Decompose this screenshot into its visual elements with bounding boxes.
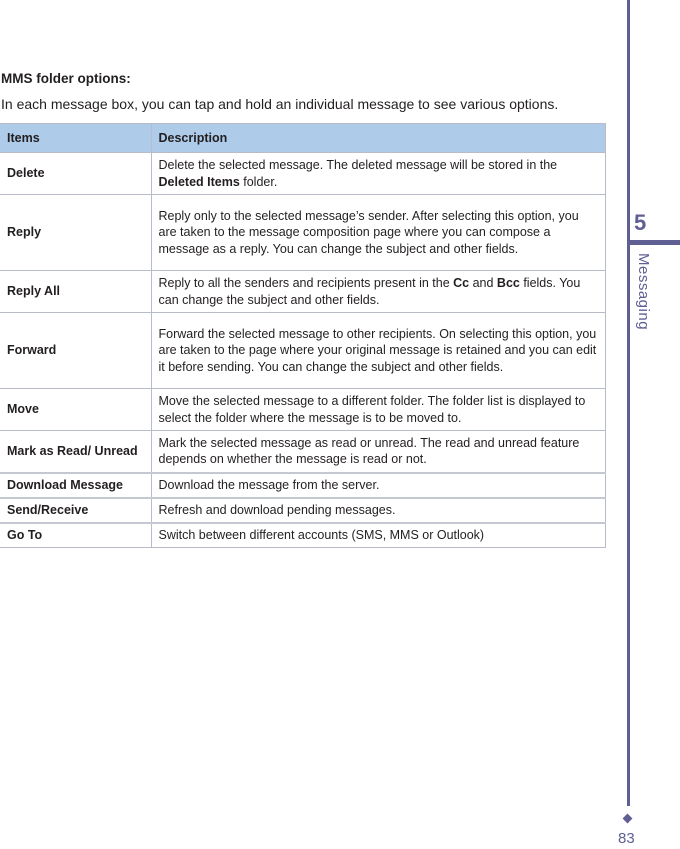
page-number: 83 — [618, 830, 635, 847]
row-item: Reply — [0, 195, 151, 271]
row-item: Forward — [0, 313, 151, 389]
description-text: Mark the selected message as read or unread. The read and unread feature depends on whether the message is read or not. — [158, 435, 580, 467]
description-text: Download the message from the server. — [158, 477, 380, 492]
description-text: and — [469, 276, 497, 290]
chapter-number: 5 — [634, 210, 647, 235]
table-row — [0, 389, 605, 431]
options-table — [0, 123, 606, 548]
description-text: Switch between different accounts (SMS, MMS or Outlook) — [158, 528, 485, 542]
row-description — [151, 473, 605, 498]
table-row — [0, 313, 605, 389]
table-row — [0, 153, 605, 195]
description-text: Forward the selected message to other recipients. On selecting this option, you are taken to the page where your original message is retained and you can edit it before sending. You can change the subject and other fields. — [158, 326, 597, 374]
row-item: Go To — [0, 523, 151, 548]
row-description — [151, 523, 605, 548]
table-header-row — [0, 124, 605, 153]
side-rule — [627, 0, 630, 806]
table-row — [0, 523, 605, 548]
row-item: Move — [0, 389, 151, 431]
row-description — [151, 498, 605, 523]
description-text: Reply only to the selected message’s sender. After selecting this option, you are taken to the message composition page where you can compose a message as a reply. You can change the subject and other fields. — [158, 208, 579, 256]
description-text: Move the selected message to a different folder. The folder list is displayed to select the folder where the message is to be moved to. — [158, 394, 586, 425]
chapter-title: Messaging — [635, 253, 652, 331]
row-description — [151, 271, 605, 313]
row-description — [151, 313, 605, 389]
chapter-tab-bar — [630, 240, 680, 245]
row-item: Download Message — [0, 473, 151, 498]
header-items: Items — [0, 124, 151, 153]
row-description — [151, 195, 605, 271]
table-row — [0, 498, 605, 523]
description-bold-term: Deleted Items — [158, 174, 240, 189]
row-item: Delete — [0, 153, 151, 195]
header-description: Description — [151, 124, 605, 153]
table-row — [0, 271, 605, 313]
section-heading: MMS folder options: — [1, 71, 131, 86]
description-text: Delete the selected message. The deleted message will be stored in the — [158, 158, 558, 172]
intro-text: In each message box, you can tap and hold an individual message to see various options. — [1, 96, 559, 112]
description-text: folder. — [239, 174, 278, 189]
row-description — [151, 389, 605, 431]
description-text: Reply to all the senders and recipients present in the — [158, 276, 454, 290]
description-text: Refresh and download pending messages. — [158, 502, 396, 517]
diamond-icon — [623, 814, 633, 824]
row-description — [151, 153, 605, 195]
description-bold-term: Bcc — [496, 276, 520, 290]
description-text: fields. You can change the subject and other fields. — [158, 276, 581, 307]
row-item: Mark as Read/ Unread — [0, 431, 151, 473]
description-bold-term: Cc — [453, 276, 470, 290]
row-item: Reply All — [0, 271, 151, 313]
row-description — [151, 431, 605, 473]
table-row — [0, 195, 605, 271]
row-item: Send/Receive — [0, 498, 151, 523]
table-row — [0, 473, 605, 498]
table-row — [0, 431, 605, 473]
table-body — [0, 153, 605, 548]
